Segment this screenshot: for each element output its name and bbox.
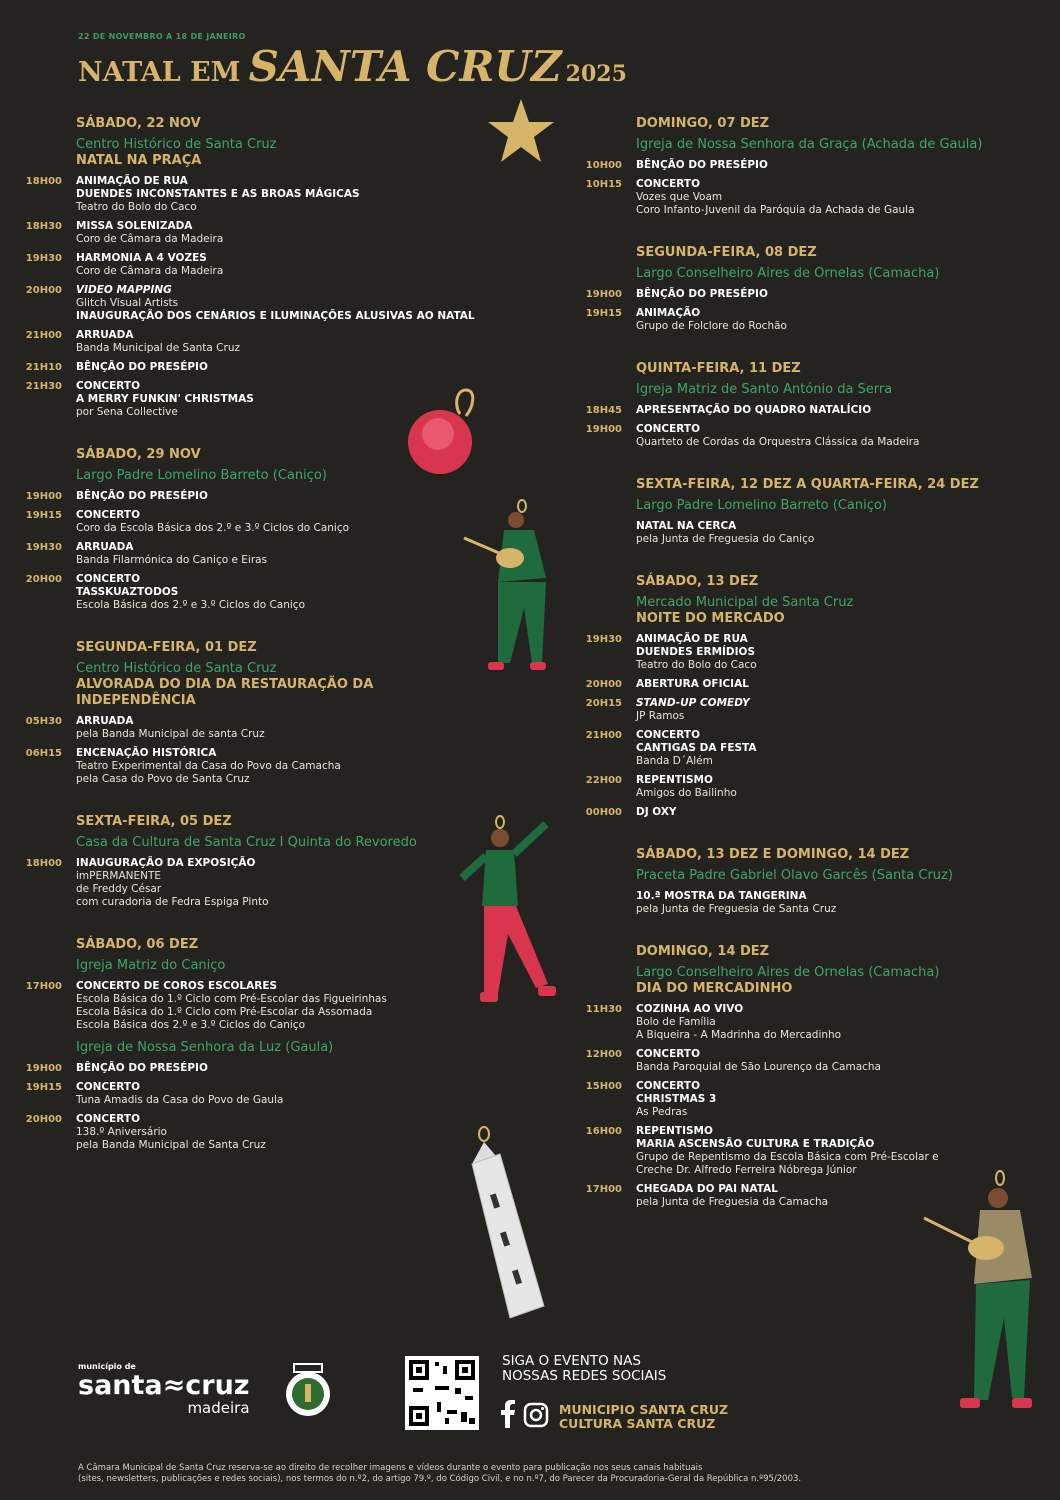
event-line: Banda Paroquial de São Lourenço da Camacha — [636, 1061, 881, 1073]
event-subtitle: ALVORADA DO DIA DA RESTAURAÇÃO DA INDEPENDÊNCIA — [76, 677, 374, 708]
poster-title — [78, 42, 627, 91]
event-line: ARRUADA — [76, 541, 134, 553]
day-date: SEXTA-FEIRA, 05 DEZ — [76, 814, 232, 829]
event-line: INAUGURAÇÃO DOS CENÁRIOS E ILUMINAÇÕES ALUSIVAS AO NATAL — [76, 310, 475, 322]
event-time: 10H15 — [585, 179, 622, 190]
event-line: CONCERTO — [76, 1113, 140, 1125]
schedule-item — [560, 1080, 1020, 1119]
event-time: 17H00 — [25, 981, 62, 992]
event-line: Escola Básica do 1.º Ciclo com Pré-Escolar da Assomada — [76, 1006, 373, 1018]
event-time: 10H00 — [585, 160, 622, 171]
schedule-item — [560, 890, 1020, 916]
event-time: 19H15 — [585, 308, 622, 319]
schedule-left-column — [0, 116, 475, 1180]
event-time: 21H00 — [25, 330, 62, 341]
schedule-item — [0, 252, 460, 278]
facebook-icon[interactable] — [500, 1400, 516, 1428]
ornament-ball-icon — [404, 386, 484, 478]
schedule-item — [0, 490, 460, 503]
day-date: SÁBADO, 13 DEZ — [636, 574, 759, 589]
event-line: INAUGURAÇÃO DA EXPOSIÇÃO — [76, 857, 256, 869]
schedule-item — [0, 1062, 460, 1075]
event-line: APRESENTAÇÃO DO QUADRO NATALÍCIO — [636, 404, 872, 416]
event-line: ANIMAÇÃO — [636, 307, 701, 319]
event-time: 20H00 — [585, 679, 622, 690]
schedule-right-column — [560, 116, 1020, 1237]
event-time: 18H00 — [25, 858, 62, 869]
day-block — [560, 116, 1020, 217]
event-subtitle: NOITE DO MERCADO — [636, 611, 785, 626]
guitarist-figure-icon-2 — [920, 1168, 1040, 1418]
event-time: 18H45 — [585, 405, 622, 416]
event-line: CHRISTMAS 3 — [636, 1093, 717, 1105]
event-line: CONCERTO — [76, 573, 140, 585]
event-line: HARMONIA A 4 VOZES — [76, 252, 207, 264]
event-line: ARRUADA — [76, 715, 134, 727]
event-line: pela Banda Municipal de santa Cruz — [76, 728, 265, 740]
event-time: 19H15 — [25, 1082, 62, 1093]
event-time: 12H00 — [585, 1049, 622, 1060]
schedule-item — [560, 423, 1020, 449]
schedule-item — [560, 678, 1020, 691]
tower-ornament-icon — [466, 1124, 552, 1324]
event-line: imPERMANENTE — [76, 870, 162, 882]
star-icon — [486, 97, 556, 165]
guitarist-figure-icon — [458, 498, 558, 678]
follow-text — [502, 1354, 666, 1384]
event-time: 16H00 — [585, 1126, 622, 1137]
day-block — [560, 477, 1020, 546]
instagram-icon[interactable] — [523, 1402, 549, 1428]
event-time: 19H30 — [25, 542, 62, 553]
event-time: 20H00 — [25, 1114, 62, 1125]
event-line: de Freddy César — [76, 883, 162, 895]
follow-line-2: NOSSAS REDES SOCIAIS — [502, 1368, 667, 1384]
venue-name: Igreja de Nossa Senhora da Graça (Achada de Gaula) — [636, 137, 983, 152]
schedule-item — [560, 520, 1020, 546]
event-line: pela Junta de Freguesia de Santa Cruz — [636, 903, 837, 915]
event-line: Creche Dr. Alfredo Ferreira Nóbrega Júnior — [636, 1164, 857, 1176]
schedule-item — [0, 220, 460, 246]
event-line: Grupo de Folclore do Rochão — [636, 320, 787, 332]
venue-name: Praceta Padre Gabriel Olavo Garcês (Santa Cruz) — [636, 868, 953, 883]
day-block — [560, 361, 1020, 449]
day-block — [0, 447, 460, 612]
event-subtitle: DIA DO MERCADINHO — [636, 981, 793, 996]
title-year: 2025 — [565, 61, 627, 87]
event-line: A Biqueira - A Madrinha do Mercadinho — [636, 1029, 842, 1041]
event-line: Banda Municipal de Santa Cruz — [76, 342, 240, 354]
event-line: CONCERTO — [636, 1080, 700, 1092]
social-handle-1[interactable]: MUNICIPIO SANTA CRUZ — [559, 1402, 729, 1417]
schedule-item — [0, 573, 460, 612]
event-time: 19H00 — [585, 424, 622, 435]
schedule-item — [560, 1003, 1020, 1042]
schedule-item — [560, 159, 1020, 172]
event-time: 15H00 — [585, 1081, 622, 1092]
schedule-item — [0, 175, 460, 214]
schedule-item — [0, 509, 460, 535]
disclaimer-line-2: (sites, newsletters, publicações e redes sociais), nos termos do n.º2, do artigo 79.º, do Código Civil, e no n.º7, do Parecer da Procuradoria-Geral da República n.º95/2003. — [78, 1474, 802, 1484]
day-date: SEXTA-FEIRA, 12 DEZ A QUARTA-FEIRA, 24 DEZ — [636, 477, 979, 492]
event-line: Escola Básica do 1.º Ciclo com Pré-Escolar das Figueirinhas — [76, 993, 387, 1005]
qr-code[interactable] — [405, 1356, 479, 1430]
schedule-item — [560, 307, 1020, 333]
schedule-item — [560, 729, 1020, 768]
event-line: Amigos do Bailinho — [636, 787, 737, 799]
venue-name: Largo Conselheiro Aires de Ornelas (Camacha) — [636, 266, 940, 281]
day-block — [560, 847, 1020, 916]
schedule-item — [560, 288, 1020, 301]
event-line: 138.º Aniversário — [76, 1126, 167, 1138]
event-line: pela Junta de Freguesia do Caniço — [636, 533, 815, 545]
venue-name-2: Igreja de Nossa Senhora da Luz (Gaula) — [76, 1040, 334, 1055]
schedule-item — [0, 715, 460, 741]
logo-main-text: santa≈cruz — [78, 1370, 250, 1401]
event-line: Teatro Experimental da Casa do Povo da Camacha — [76, 760, 341, 772]
schedule-item — [560, 806, 1020, 819]
event-line: DUENDES ERMÍDIOS — [636, 646, 756, 658]
event-line: CONCERTO — [636, 729, 700, 741]
venue-name: Largo Padre Lomelino Barreto (Caniço) — [76, 468, 327, 483]
schedule-item — [0, 361, 460, 374]
event-time: 19H30 — [25, 253, 62, 264]
event-time: 11H30 — [585, 1004, 622, 1015]
event-line: Coro de Câmara da Madeira — [76, 265, 224, 277]
event-line: REPENTISMO — [636, 1125, 713, 1137]
event-line: Banda Filarmónica do Caniço e Eiras — [76, 554, 268, 566]
schedule-item — [0, 857, 460, 909]
schedule-item — [0, 747, 460, 786]
event-line: Quarteto de Cordas da Orquestra Clássica da Madeira — [636, 436, 920, 448]
logo-small-text: município de — [78, 1362, 136, 1371]
venue-name: Casa da Cultura de Santa Cruz I Quinta do Revoredo — [76, 835, 417, 850]
event-time: 18H30 — [25, 221, 62, 232]
event-line: Glitch Visual Artists — [76, 297, 179, 309]
event-line: CONCERTO — [76, 1081, 140, 1093]
venue-name: Largo Padre Lomelino Barreto (Caniço) — [636, 498, 887, 513]
day-block — [560, 245, 1020, 333]
disclaimer-line-1: A Câmara Municipal de Santa Cruz reserva-se ao direito de recolher imagens e vídeos durante o evento para publicação nos seus canais habituais — [78, 1463, 703, 1473]
event-line: CONCERTO — [76, 380, 140, 392]
schedule-item — [0, 541, 460, 567]
event-time: 19H00 — [25, 491, 62, 502]
day-date: DOMINGO, 07 DEZ — [636, 116, 770, 131]
event-line: CANTIGAS DA FESTA — [636, 742, 757, 754]
event-line: Grupo de Repentismo da Escola Básica com Pré-Escolar e — [636, 1151, 939, 1163]
event-time: 22H00 — [585, 775, 622, 786]
venue-name: Mercado Municipal de Santa Cruz — [636, 595, 854, 610]
event-line: BÊNÇÃO DO PRESÉPIO — [636, 159, 768, 171]
follow-line-1: SIGA O EVENTO NAS — [502, 1353, 641, 1369]
venue-name: Igreja Matriz do Caniço — [76, 958, 226, 973]
logo-sub-text: madeira — [187, 1399, 250, 1417]
schedule-item — [560, 774, 1020, 800]
disclaimer — [78, 1463, 978, 1485]
day-date: SEGUNDA-FEIRA, 08 DEZ — [636, 245, 817, 260]
event-line: Banda D´Além — [636, 755, 713, 767]
schedule-item — [560, 1048, 1020, 1074]
schedule-item — [560, 633, 1020, 672]
social-handle-2[interactable]: CULTURA SANTA CRUZ — [559, 1416, 716, 1431]
event-line: VIDEO MAPPING — [76, 284, 172, 296]
event-line: CONCERTO — [636, 178, 700, 190]
day-block — [0, 116, 475, 419]
event-line: TASSKUAZTODOS — [76, 586, 179, 598]
social-handles — [559, 1403, 728, 1431]
title-place: SANTA CRUZ — [248, 42, 562, 91]
event-line: CONCERTO — [76, 509, 140, 521]
event-line: STAND-UP COMEDY — [636, 697, 750, 709]
event-line: ARRUADA — [76, 329, 134, 341]
event-line: NATAL NA CERCA — [636, 520, 737, 532]
event-line: Tuna Amadis da Casa do Povo de Gaula — [76, 1094, 284, 1106]
municipality-logo — [78, 1362, 250, 1417]
dancer-figure-icon — [458, 814, 564, 1010]
event-line: Teatro do Bolo do Caco — [76, 201, 197, 213]
event-subtitle: NATAL NA PRAÇA — [76, 153, 202, 168]
event-line: Escola Básica dos 2.º e 3.º Ciclos do Caniço — [76, 599, 305, 611]
event-line: CONCERTO — [636, 1048, 700, 1060]
event-line: ANIMAÇÃO DE RUA — [636, 633, 748, 645]
event-line: MARIA ASCENSÃO CULTURA E TRADIÇÃO — [636, 1138, 875, 1150]
event-time: 05H30 — [25, 716, 62, 727]
day-date: DOMINGO, 14 DEZ — [636, 944, 770, 959]
event-line: pela Junta de Freguesia da Camacha — [636, 1196, 829, 1208]
schedule-item — [0, 980, 460, 1032]
event-line: pela Casa do Povo de Santa Cruz — [76, 773, 250, 785]
day-block — [0, 937, 460, 1152]
event-line: DUENDES INCONSTANTES E AS BROAS MÁGICAS — [76, 188, 360, 200]
venue-name: Centro Histórico de Santa Cruz — [76, 661, 277, 676]
event-line: Vozes que Voam — [636, 191, 723, 203]
event-line: CONCERTO — [636, 423, 700, 435]
event-line: BÊNÇÃO DO PRESÉPIO — [636, 288, 768, 300]
event-line: COZINHA AO VIVO — [636, 1003, 744, 1015]
event-line: pela Banda Municipal de Santa Cruz — [76, 1139, 266, 1151]
event-line: Escola Básica dos 2.º e 3.º Ciclos do Caniço — [76, 1019, 305, 1031]
event-dates: 22 DE NOVEMBRO A 18 DE JANEIRO — [78, 32, 246, 41]
schedule-item — [0, 284, 475, 323]
event-time: 20H00 — [25, 285, 62, 296]
event-time: 00H00 — [585, 807, 622, 818]
event-line: JP Ramos — [636, 710, 685, 722]
event-line: BÊNÇÃO DO PRESÉPIO — [76, 490, 208, 502]
poster-header — [78, 32, 627, 91]
event-time: 20H15 — [585, 698, 622, 709]
schedule-item — [560, 404, 1020, 417]
day-date: SÁBADO, 06 DEZ — [76, 937, 199, 952]
event-line: Coro da Escola Básica dos 2.º e 3.º Ciclos do Caniço — [76, 522, 350, 534]
event-line: BÊNÇÃO DO PRESÉPIO — [76, 1062, 208, 1074]
event-line: ANIMAÇÃO DE RUA — [76, 175, 188, 187]
day-block — [560, 574, 1020, 819]
coat-of-arms-icon — [282, 1362, 334, 1418]
day-block — [0, 640, 460, 786]
schedule-item — [0, 329, 460, 355]
event-time: 21H10 — [25, 362, 62, 373]
event-time: 19H30 — [585, 634, 622, 645]
event-line: CONCERTO DE COROS ESCOLARES — [76, 980, 278, 992]
day-date: SÁBADO, 29 NOV — [76, 447, 201, 462]
event-line: As Pedras — [636, 1106, 688, 1118]
event-line: Coro de Câmara da Madeira — [76, 233, 224, 245]
event-line: Bolo de Família — [636, 1016, 716, 1028]
event-line: ABERTURA OFICIAL — [636, 678, 749, 690]
schedule-item — [0, 1081, 460, 1107]
event-line: BÊNÇÃO DO PRESÉPIO — [76, 361, 208, 373]
venue-name: Igreja Matriz de Santo António da Serra — [636, 382, 893, 397]
event-time: 21H00 — [585, 730, 622, 741]
day-date: SEGUNDA-FEIRA, 01 DEZ — [76, 640, 257, 655]
event-line: CHEGADA DO PAI NATAL — [636, 1183, 778, 1195]
event-time: 20H00 — [25, 574, 62, 585]
day-date: SÁBADO, 22 NOV — [76, 116, 201, 131]
event-line: por Sena Collective — [76, 406, 178, 418]
venue-name: Largo Conselheiro Aires de Ornelas (Camacha) — [636, 965, 940, 980]
schedule-item — [560, 697, 1020, 723]
event-line: REPENTISMO — [636, 774, 713, 786]
schedule-item — [560, 178, 1020, 217]
event-time: 19H00 — [25, 1063, 62, 1074]
day-date: QUINTA-FEIRA, 11 DEZ — [636, 361, 801, 376]
venue-name: Centro Histórico de Santa Cruz — [76, 137, 277, 152]
event-time: 18H00 — [25, 176, 62, 187]
event-time: 19H15 — [25, 510, 62, 521]
event-line: com curadoria de Fedra Espiga Pinto — [76, 896, 269, 908]
event-line: DJ OXY — [636, 806, 677, 818]
day-date: SÁBADO, 13 DEZ E DOMINGO, 14 DEZ — [636, 847, 910, 862]
event-line: A MERRY FUNKIN' CHRISTMAS — [76, 393, 254, 405]
event-time: 17H00 — [585, 1184, 622, 1195]
schedule-item — [0, 380, 460, 419]
event-line: Coro Infanto-Juvenil da Paróquia da Achada de Gaula — [636, 204, 915, 216]
event-time: 19H00 — [585, 289, 622, 300]
title-natal: NATAL EM — [78, 57, 241, 88]
event-line: Teatro do Bolo do Caco — [636, 659, 757, 671]
event-time: 06H15 — [25, 748, 62, 759]
event-line: MISSA SOLENIZADA — [76, 220, 193, 232]
event-line: ENCENAÇÃO HISTÓRICA — [76, 747, 217, 759]
schedule-item — [0, 1113, 460, 1152]
day-block — [0, 814, 460, 909]
event-line: 10.ª MOSTRA DA TANGERINA — [636, 890, 807, 902]
event-time: 21H30 — [25, 381, 62, 392]
